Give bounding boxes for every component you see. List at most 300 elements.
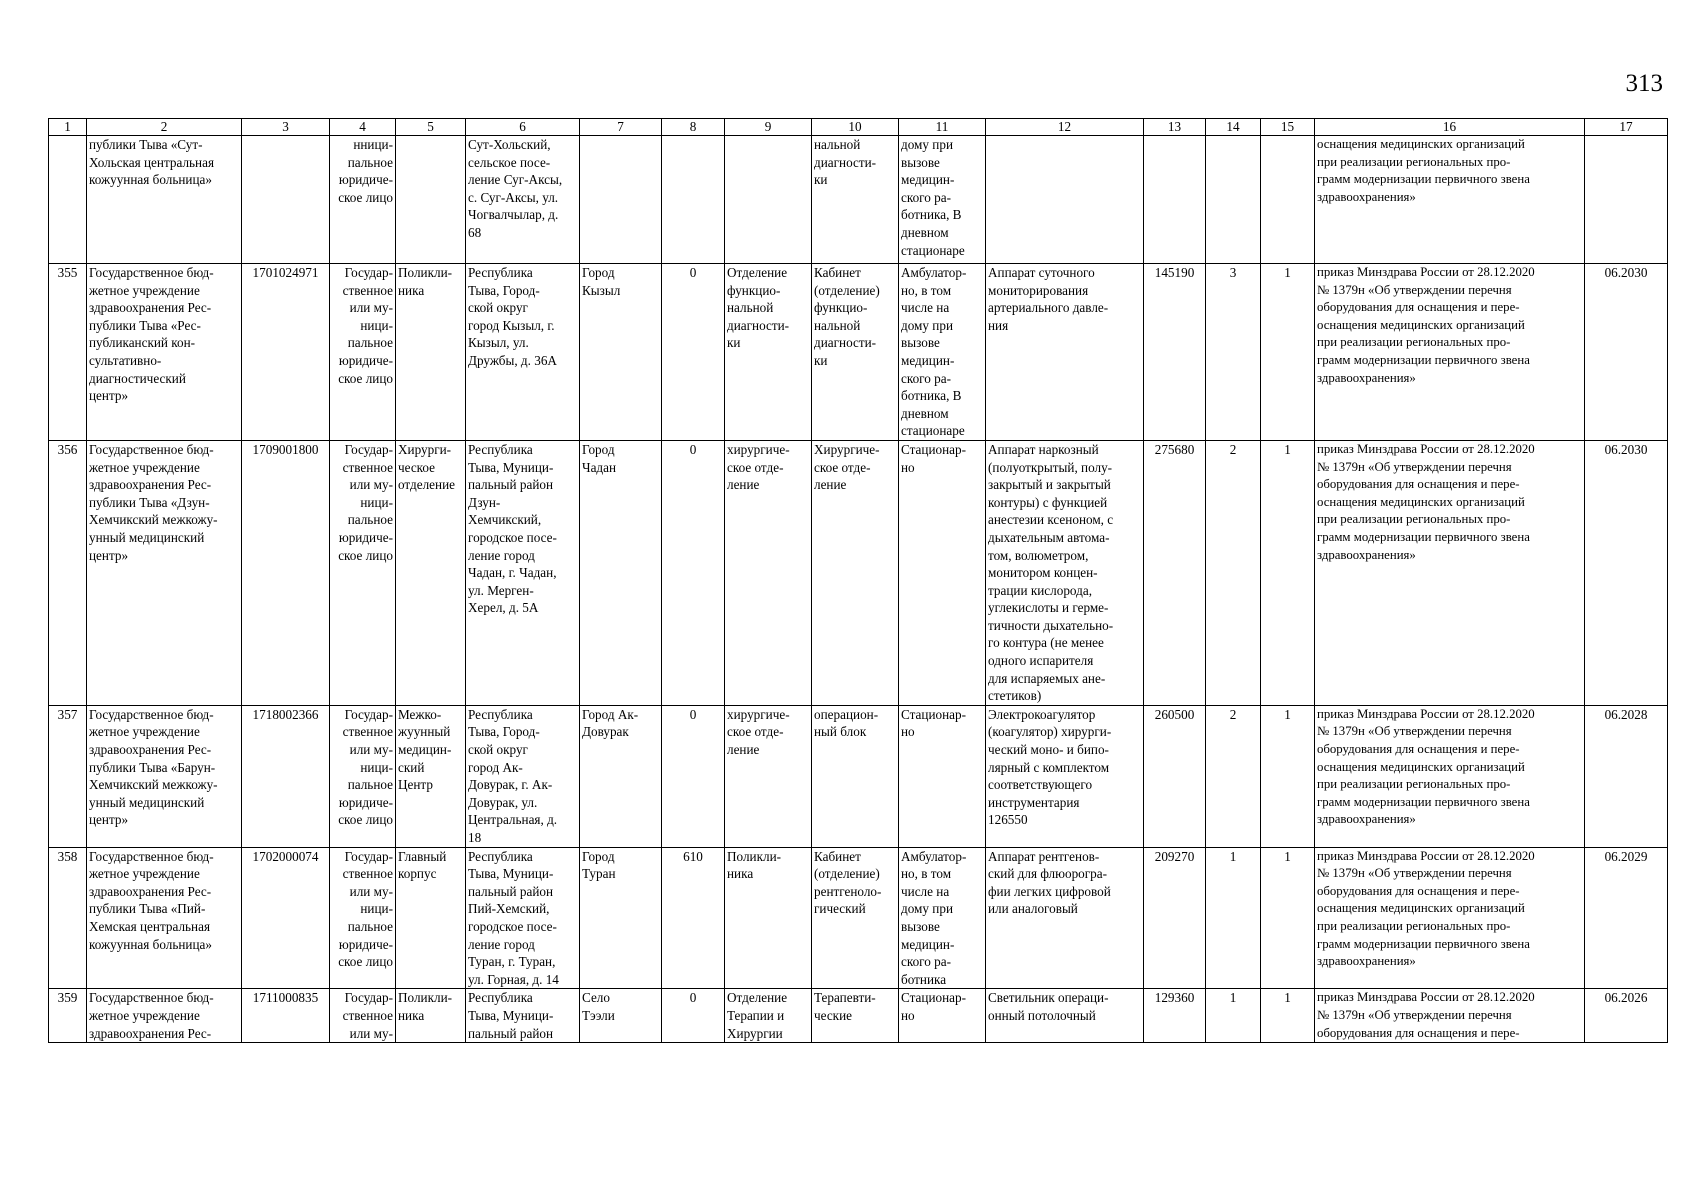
table-cell-col-16 [1315, 136, 1585, 264]
cell-text-line: 275680 [1154, 441, 1195, 457]
cell-text-line: 260500 [1154, 706, 1195, 722]
table-row [49, 440, 1668, 705]
cell-text-line: оборудования для оснащения и пере- [1317, 883, 1520, 898]
cell-text-line: ление [727, 477, 760, 493]
cell-text-line: здравоохранения» [1317, 189, 1416, 204]
cell-text-line: ление Суг-Аксы, [468, 172, 563, 188]
table-row [49, 136, 1668, 264]
cell-text-line: Государ- [344, 990, 393, 1006]
cell-text-line: приказ Минздрава России от 28.12.2020 [1317, 848, 1535, 863]
cell-text-line: ление город [468, 936, 535, 952]
cell-text-line: здравоохранения Рес- [89, 742, 212, 758]
cell-text-line: Республика [468, 265, 533, 280]
table-cell-col-12 [986, 847, 1144, 989]
cell-text-line: Хемчикский межкожу- [89, 777, 218, 793]
table-cell-col-11 [899, 136, 986, 264]
cell-text-line: (отделение) [814, 866, 880, 882]
cell-text-line: стационаре [901, 423, 965, 439]
table-cell-col-13 [1144, 847, 1206, 989]
table-cell-col-17 [1585, 989, 1668, 1043]
cell-text-line: сультативно- [89, 352, 162, 368]
cell-text-line: ской округ [468, 300, 528, 316]
cell-text-line: дневном [901, 405, 949, 421]
table-cell-col-15 [1261, 989, 1315, 1043]
cell-text-line: 68 [468, 224, 482, 240]
cell-text-line: нници- [353, 137, 393, 152]
cell-text-line: ское отде- [727, 724, 784, 740]
cell-text-line: Стационар- [901, 441, 967, 457]
cell-text-line: Государ- [344, 848, 393, 864]
table-cell-col-7 [580, 705, 662, 847]
table-cell-col-14 [1206, 136, 1261, 264]
cell-text-line: Государственное бюд- [89, 848, 214, 864]
cell-text-line: (коагулятор) хирурги- [988, 724, 1112, 740]
column-header: 7 [580, 119, 662, 136]
cell-text-line: ческий моно- и бипо- [988, 742, 1109, 758]
cell-text-line: Аппарат суточного [988, 265, 1095, 280]
cell-text-line: медицин- [901, 936, 955, 952]
cell-text-line: ского ра- [901, 189, 951, 205]
table-cell-col-8 [662, 264, 725, 441]
table-cell-col-13 [1144, 705, 1206, 847]
cell-text-line: Республика [468, 441, 533, 457]
cell-text-line: нальной [727, 300, 774, 316]
cell-text-line: операцион- [814, 706, 879, 722]
cell-text-line: ственное [342, 459, 393, 475]
table-cell-col-11 [899, 989, 986, 1043]
cell-text-line: 359 [57, 990, 78, 1006]
cell-text-line: ление город [468, 547, 535, 563]
cell-text-line: Дружбы, д. 36А [468, 352, 557, 368]
table-cell-col-6 [466, 264, 580, 441]
table-cell-col-2 [87, 264, 242, 441]
cell-text-line: 06.2028 [1604, 706, 1648, 722]
cell-text-line: оснащения медицинских организаций [1317, 494, 1525, 509]
table-cell-col-11 [899, 705, 986, 847]
table-row [49, 264, 1668, 441]
cell-text-line: ское лицо [338, 812, 393, 828]
cell-text-line: Тыва, Город- [468, 282, 540, 298]
table-cell-col-5 [396, 847, 466, 989]
table-cell-col-16 [1315, 440, 1585, 705]
cell-text-line: онный потолочный [988, 1007, 1096, 1023]
cell-text-line: приказ Минздрава России от 28.12.2020 [1317, 706, 1535, 721]
cell-text-line: 1718002366 [252, 706, 319, 722]
cell-text-line: Поликли- [727, 848, 782, 864]
table-cell-col-10 [812, 264, 899, 441]
cell-text-line: приказ Минздрава России от 28.12.2020 [1317, 265, 1535, 279]
table-cell-col-4 [330, 705, 396, 847]
cell-text-line: Тыва, Муници- [468, 459, 554, 475]
cell-text-line: вызове [901, 335, 940, 351]
cell-text-line: центр» [89, 547, 129, 563]
cell-text-line: Тээли [582, 1007, 615, 1023]
table-cell-col-7 [580, 989, 662, 1043]
cell-text-line: ское лицо [338, 547, 393, 563]
cell-text-line: при реализации региональных про- [1317, 512, 1511, 527]
cell-text-line: диагности- [727, 317, 790, 333]
cell-text-line: Город Ак- [582, 706, 639, 722]
cell-text-line: здравоохранения Рес- [89, 300, 212, 316]
table-cell-col-15 [1261, 705, 1315, 847]
cell-text-line: ника [398, 1007, 425, 1023]
cell-text-line: 610 [683, 848, 703, 864]
cell-text-line: стетиков) [988, 688, 1042, 704]
table-cell-col-7 [580, 440, 662, 705]
cell-text-line: 06.2030 [1604, 265, 1648, 280]
table-cell-col-9 [725, 136, 812, 264]
cell-text-line: № 1379н «Об утверждении перечня [1317, 724, 1512, 739]
cell-text-line: диагности- [814, 154, 877, 170]
cell-text-line: ственное [342, 866, 393, 882]
cell-text-line: ственное [342, 724, 393, 740]
cell-text-line: артериального давле- [988, 300, 1109, 316]
table-row [49, 705, 1668, 847]
cell-text-line: Центр [398, 777, 433, 793]
cell-text-line: Государственное бюд- [89, 990, 214, 1006]
column-header: 2 [87, 119, 242, 136]
cell-text-line: 1702000074 [252, 848, 319, 864]
cell-text-line: кожуунная больница» [89, 936, 212, 952]
table-cell-col-12 [986, 136, 1144, 264]
cell-text-line: Государ- [344, 706, 393, 722]
cell-text-line: публики Тыва «Сут- [89, 137, 203, 152]
column-header: 13 [1144, 119, 1206, 136]
cell-text-line: Отделение [727, 265, 788, 280]
table-cell-col-2 [87, 136, 242, 264]
cell-text-line: Светильник операци- [988, 990, 1109, 1006]
cell-text-line: Поликли- [398, 990, 453, 1006]
cell-text-line: город Ак- [468, 759, 523, 775]
cell-text-line: мониторирования [988, 282, 1089, 298]
cell-text-line: хирургиче- [727, 706, 790, 722]
table-cell-col-10 [812, 440, 899, 705]
cell-text-line: тичности дыхательно- [988, 617, 1114, 633]
cell-text-line: закрытый и закрытый [988, 477, 1111, 493]
cell-text-line: ственное [342, 1007, 393, 1023]
column-header: 10 [812, 119, 899, 136]
cell-text-line: Государственное бюд- [89, 441, 214, 457]
cell-text-line: 0 [689, 441, 697, 457]
table-cell-col-17 [1585, 136, 1668, 264]
cell-text-line: жетное учреждение [89, 1007, 200, 1023]
cell-text-line: жетное учреждение [89, 866, 200, 882]
cell-text-line: дыхательным автома- [988, 529, 1110, 545]
cell-text-line: жетное учреждение [89, 724, 200, 740]
cell-text-line: отделение [398, 477, 455, 493]
cell-text-line: Город [582, 265, 615, 280]
cell-text-line: 1 [1284, 265, 1291, 280]
table-cell-col-2 [87, 847, 242, 989]
cell-text-line: Государственное бюд- [89, 706, 214, 722]
cell-text-line: функцио- [814, 300, 868, 316]
table-cell-col-10 [812, 847, 899, 989]
cell-text-line: 2 [1229, 706, 1237, 722]
cell-text-line: Главный [398, 848, 447, 864]
cell-text-line: жетное учреждение [89, 282, 200, 298]
table-cell-col-14 [1206, 847, 1261, 989]
cell-text-line: Кызыл, ул. [468, 335, 529, 351]
cell-text-line: анестезии ксеноном, с [988, 512, 1114, 528]
cell-text-line: оборудования для оснащения и пере- [1317, 742, 1520, 757]
cell-text-line: пальное [347, 512, 393, 528]
cell-text-line: пальное [347, 918, 393, 934]
cell-text-line: Аппарат рентгенов- [988, 848, 1100, 864]
cell-text-line: 1 [1229, 848, 1237, 864]
cell-text-line: углекислоты и герме- [988, 600, 1109, 616]
table-cell-col-11 [899, 264, 986, 441]
table-cell-col-4 [330, 136, 396, 264]
table-cell-col-6 [466, 847, 580, 989]
cell-text-line: публики Тыва «Дзун- [89, 494, 210, 510]
cell-text-line: Государ- [344, 441, 393, 457]
cell-text-line: контуры) с функцией [988, 494, 1108, 510]
table-cell-col-10 [812, 989, 899, 1043]
table-cell-col-15 [1261, 847, 1315, 989]
table-cell-col-1 [49, 989, 87, 1043]
cell-text-line: ботника, В [901, 388, 962, 404]
cell-text-line: кожуунная больница» [89, 172, 212, 188]
cell-text-line: инструментария [988, 794, 1080, 810]
cell-text-line: 1709001800 [252, 441, 319, 457]
table-cell-col-11 [899, 440, 986, 705]
table-cell-col-17 [1585, 440, 1668, 705]
cell-text-line: ки [814, 352, 828, 368]
cell-text-line: Чадан [582, 459, 617, 475]
column-header: 16 [1315, 119, 1585, 136]
cell-text-line: здравоохранения» [1317, 812, 1416, 827]
cell-text-line: город Кызыл, г. [468, 317, 555, 333]
cell-text-line: оснащения медицинских организаций [1317, 759, 1525, 774]
table-cell-col-16 [1315, 264, 1585, 441]
cell-text-line: с. Суг-Аксы, ул. [468, 189, 559, 205]
cell-text-line: оснащения медицинских организаций [1317, 317, 1525, 332]
cell-text-line: пальный район [468, 883, 554, 899]
cell-text-line: ника [398, 282, 425, 298]
cell-text-line: стационаре [901, 242, 965, 258]
cell-text-line: при реализации региональных про- [1317, 335, 1511, 350]
cell-text-line: унный медицинский [89, 794, 205, 810]
cell-text-line: Амбулатор- [901, 265, 967, 280]
cell-text-line: Стационар- [901, 990, 967, 1006]
cell-text-line: Кабинет [814, 848, 861, 864]
cell-text-line: нальной [814, 137, 861, 152]
cell-text-line: ботника [901, 971, 947, 987]
cell-text-line: грамм модернизации первичного звена [1317, 936, 1530, 951]
table-cell-col-16 [1315, 705, 1585, 847]
cell-text-line: Довурак [582, 724, 629, 740]
cell-text-line: публики Тыва «Пий- [89, 901, 206, 917]
table-cell-col-4 [330, 989, 396, 1043]
cell-text-line: Хирурги- [398, 441, 452, 457]
cell-text-line: Республика [468, 848, 533, 864]
cell-text-line: при реализации региональных про- [1317, 154, 1511, 169]
table-cell-col-17 [1585, 847, 1668, 989]
table-cell-col-7 [580, 136, 662, 264]
cell-text-line: хирургиче- [727, 441, 790, 457]
cell-text-line: приказ Минздрава России от 28.12.2020 [1317, 441, 1535, 456]
cell-text-line: монитором концен- [988, 565, 1098, 581]
table-cell-col-15 [1261, 440, 1315, 705]
cell-text-line: ул. Мерген- [468, 582, 534, 598]
table-cell-col-1 [49, 847, 87, 989]
cell-text-line: грамм модернизации первичного звена [1317, 352, 1530, 367]
cell-text-line: ское лицо [338, 370, 393, 386]
cell-text-line: одного испарителя [988, 653, 1094, 669]
table-cell-col-4 [330, 847, 396, 989]
cell-text-line: 1 [1284, 441, 1291, 457]
cell-text-line: Тыва, Муници- [468, 1007, 554, 1023]
table-cell-col-2 [87, 440, 242, 705]
cell-text-line: но [901, 459, 915, 475]
table-cell-col-14 [1206, 989, 1261, 1043]
column-header: 4 [330, 119, 396, 136]
cell-text-line: 2 [1229, 441, 1237, 457]
cell-text-line: ское отде- [727, 459, 784, 475]
cell-text-line: Хемчикский, [468, 512, 542, 528]
table-row [49, 847, 1668, 989]
cell-text-line: Чадан, г. Чадан, [468, 565, 557, 581]
cell-text-line: Сут-Хольский, [468, 137, 551, 152]
cell-text-line: или му- [349, 883, 393, 899]
table-cell-col-3 [242, 989, 330, 1043]
cell-text-line: пальный район [468, 477, 554, 493]
cell-text-line: ское отде- [814, 459, 871, 475]
cell-text-line: юридиче- [338, 172, 393, 188]
cell-text-line: Хольская центральная [89, 154, 215, 170]
cell-text-line: ки [727, 335, 741, 351]
cell-text-line: Туран, г. Туран, [468, 954, 556, 970]
cell-text-line: ление [727, 742, 760, 758]
cell-text-line: Республика [468, 706, 533, 722]
cell-text-line: диагности- [814, 335, 877, 351]
cell-text-line: Республика [468, 990, 533, 1006]
table-cell-col-17 [1585, 705, 1668, 847]
cell-text-line: 06.2030 [1604, 441, 1648, 457]
cell-text-line: (полуоткрытый, полу- [988, 459, 1113, 475]
cell-text-line: № 1379н «Об утверждении перечня [1317, 459, 1512, 474]
cell-text-line: 1701024971 [252, 265, 319, 280]
cell-text-line: ское лицо [338, 954, 393, 970]
table-cell-col-6 [466, 440, 580, 705]
table-cell-col-5 [396, 989, 466, 1043]
cell-text-line: 18 [468, 830, 482, 845]
table-cell-col-5 [396, 440, 466, 705]
table-cell-col-12 [986, 705, 1144, 847]
cell-text-line: ского ра- [901, 370, 951, 386]
cell-text-line: здравоохранения» [1317, 954, 1416, 969]
cell-text-line: здравоохранения» [1317, 547, 1416, 562]
cell-text-line: ул. Горная, д. 14 [468, 971, 559, 987]
cell-text-line: при реализации региональных про- [1317, 918, 1511, 933]
cell-text-line: соответствующего [988, 777, 1093, 793]
cell-text-line: здравоохранения» [1317, 370, 1416, 385]
table-cell-col-2 [87, 989, 242, 1043]
cell-text-line: вызове [901, 918, 940, 934]
table-cell-col-5 [396, 264, 466, 441]
cell-text-line: № 1379н «Об утверждении перечня [1317, 282, 1512, 297]
cell-text-line: Чогвалчылар, д. [468, 207, 559, 223]
cell-text-line: юридиче- [338, 352, 393, 368]
cell-text-line: Стационар- [901, 706, 967, 722]
cell-text-line: ский для флюорогра- [988, 866, 1108, 882]
column-header: 14 [1206, 119, 1261, 136]
cell-text-line: городское посе- [468, 918, 557, 934]
table-row [49, 989, 1668, 1043]
cell-text-line: приказ Минздрава России от 28.12.2020 [1317, 990, 1535, 1005]
cell-text-line: 1 [1229, 990, 1237, 1006]
cell-text-line: ской округ [468, 742, 528, 758]
cell-text-line: пальное [347, 154, 393, 170]
cell-text-line: 129360 [1154, 990, 1195, 1006]
table-cell-col-2 [87, 705, 242, 847]
column-header: 6 [466, 119, 580, 136]
column-number-row [49, 119, 1668, 136]
cell-text-line: числе на [901, 883, 950, 899]
cell-text-line: 355 [57, 265, 78, 280]
cell-text-line: Терапии и [727, 1007, 785, 1023]
cell-text-line: оборудования для оснащения и пере- [1317, 300, 1520, 315]
cell-text-line: оснащения медицинских организаций [1317, 901, 1525, 916]
cell-text-line: 06.2029 [1604, 848, 1648, 864]
table-cell-col-3 [242, 440, 330, 705]
cell-text-line: грамм модернизации первичного звена [1317, 172, 1530, 187]
table-cell-col-7 [580, 264, 662, 441]
cell-text-line: сельское посе- [468, 154, 551, 170]
cell-text-line: пальное [347, 335, 393, 351]
cell-text-line: ский [398, 759, 425, 775]
cell-text-line: 0 [689, 706, 697, 722]
cell-text-line: ского ра- [901, 954, 951, 970]
table-cell-col-5 [396, 705, 466, 847]
cell-text-line: Город [582, 848, 615, 864]
cell-text-line: 126550 [988, 812, 1028, 828]
table-cell-col-15 [1261, 264, 1315, 441]
cell-text-line: Межко- [398, 706, 442, 722]
table-cell-col-13 [1144, 989, 1206, 1043]
column-header: 17 [1585, 119, 1668, 136]
column-header: 11 [899, 119, 986, 136]
cell-text-line: оборудования для оснащения и пере- [1317, 477, 1520, 492]
column-header: 9 [725, 119, 812, 136]
cell-text-line: ници- [360, 901, 393, 917]
cell-text-line: Довурак, г. Ак- [468, 777, 553, 793]
table-cell-col-1 [49, 440, 87, 705]
cell-text-line: пальное [347, 777, 393, 793]
cell-text-line: Хемчикский межкожу- [89, 512, 218, 528]
column-header: 15 [1261, 119, 1315, 136]
cell-text-line: Отделение [727, 990, 788, 1006]
cell-text-line: юридиче- [338, 794, 393, 810]
table-cell-col-3 [242, 705, 330, 847]
cell-text-line: Терапевти- [814, 990, 876, 1006]
table-cell-col-17 [1585, 264, 1668, 441]
column-header: 12 [986, 119, 1144, 136]
cell-text-line: унный медицинский [89, 529, 205, 545]
cell-text-line: оснащения медицинских организаций [1317, 137, 1525, 151]
cell-text-line: но [901, 1007, 915, 1023]
cell-text-line: 0 [689, 990, 697, 1006]
cell-text-line: Тыва, Муници- [468, 866, 554, 882]
cell-text-line: (отделение) [814, 282, 880, 298]
cell-text-line: рентгеноло- [814, 883, 882, 899]
cell-text-line: гический [814, 901, 866, 917]
table-cell-col-1 [49, 264, 87, 441]
cell-text-line: юридиче- [338, 936, 393, 952]
cell-text-line: медицин- [901, 172, 955, 188]
table-cell-col-12 [986, 989, 1144, 1043]
cell-text-line: ный блок [814, 724, 867, 740]
